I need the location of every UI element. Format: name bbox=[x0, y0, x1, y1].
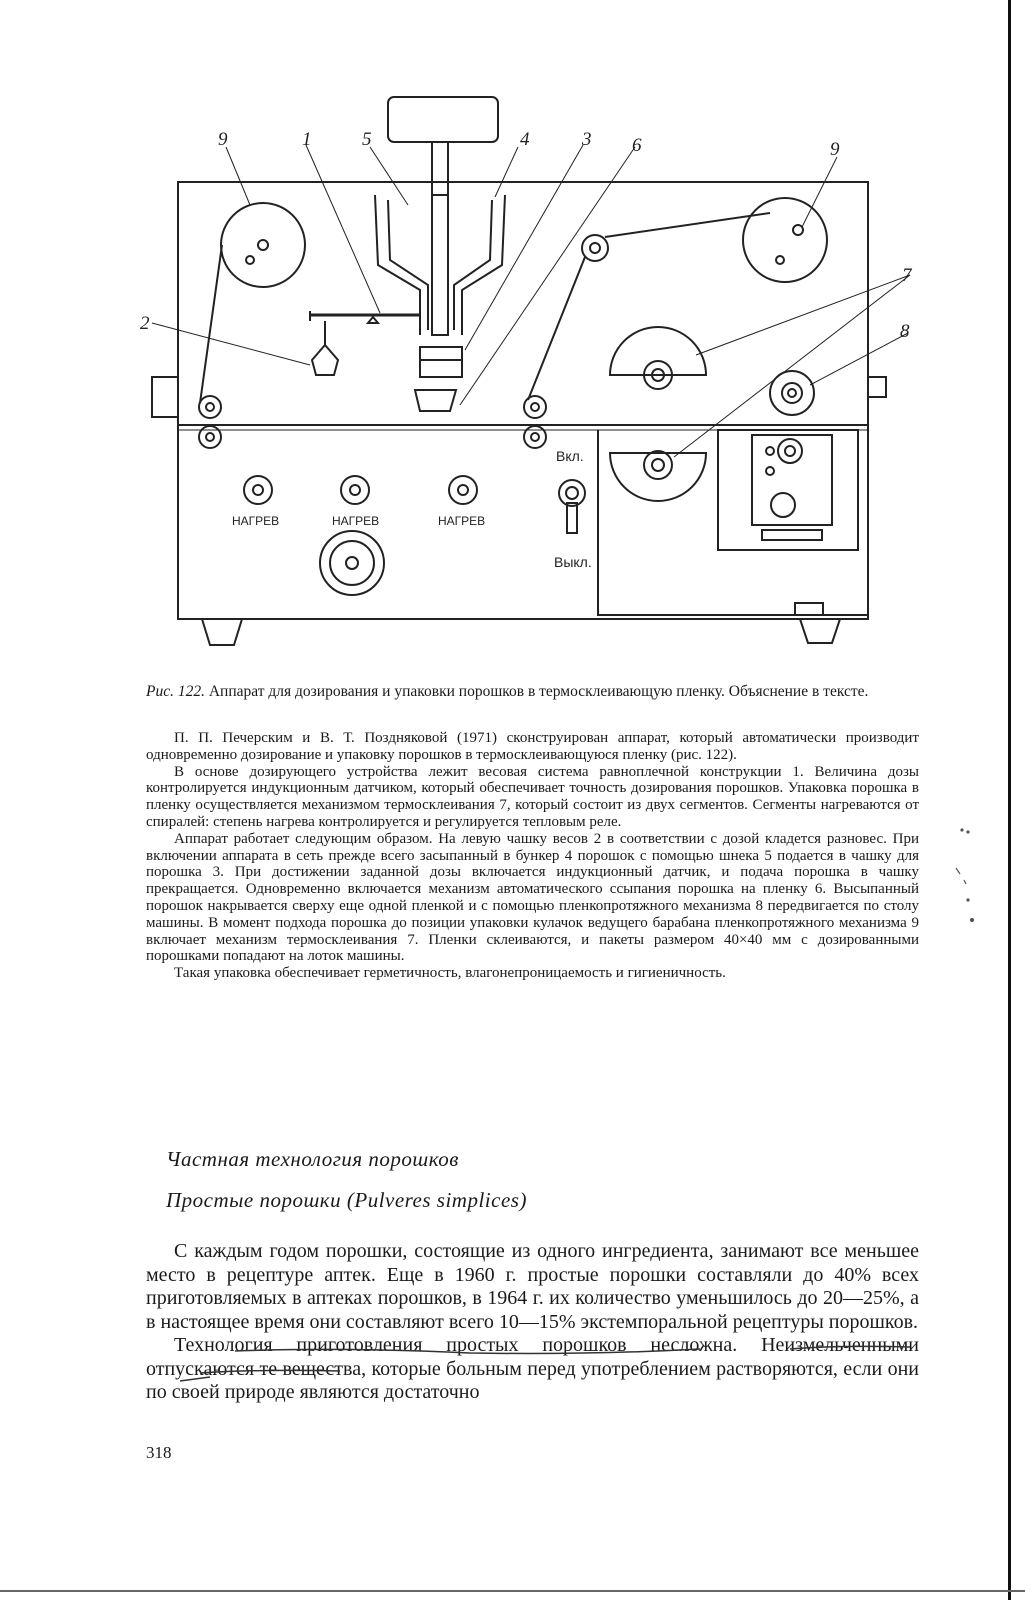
upper-roller bbox=[582, 235, 608, 261]
paragraph: П. П. Печерским и В. Т. Поздняковой (1971) сконструирован аппарат, который автоматически производит одновременно дозирование и упаковку порошков в термосклеивающуюся пленку (рис. 122). bbox=[146, 730, 919, 763]
subsection-heading: Простые порошки (Pulveres simplices) bbox=[166, 1188, 527, 1212]
label-9-right: 9 bbox=[830, 139, 840, 160]
label-6: 6 bbox=[632, 135, 642, 156]
label-switch-off: Выкл. bbox=[554, 554, 592, 570]
right-foot bbox=[800, 619, 840, 643]
paragraph: Аппарат работает следующим образом. На левую чашку весов 2 в соответствии с дозой кладется разновес. При включении аппарата в сеть прежде всего засыпанный в бункер 4 порошок с помощью шнека 5 подается в чашку для порошка 3. При достижении заданной дозы включается индукционный датчик, и подача порошка в чашку прекращается. Одновременно включается механизм автоматического ссыпания порошка на пленку 6. Высыпанный порошок накрывается сверху еще одной пленкой и с помощью пленкопротяжного механизма 8 передвигается по столу машины. В момент подхода порошка до позиции упаковки кулачок ведущего барабана пленкопротяжного механизма 9 включает механизм термосклеивания 7. Пленки склеиваются, и пакеты размером 40×40 мм с дозированными порошками попадают на лоток машины. bbox=[146, 830, 919, 965]
label-heat-2: НАГРЕВ bbox=[332, 514, 380, 528]
left-foot bbox=[202, 619, 242, 645]
caption-text: Аппарат для дозирования и упаковки порошков в термосклеивающую пленку. Объяснение в тексте. bbox=[204, 683, 869, 700]
mechanism-box bbox=[718, 430, 858, 550]
left-handle bbox=[152, 377, 178, 417]
pencil-underlines bbox=[140, 1325, 930, 1385]
top-knob bbox=[388, 97, 498, 142]
sealing-segment-upper bbox=[610, 327, 706, 375]
description-text bbox=[146, 730, 919, 982]
paragraph: Такая упаковка обеспечивает герметичность, влагонепроницаемость и гигиеничность. bbox=[174, 965, 726, 982]
left-reel bbox=[221, 203, 305, 287]
sealing-segment-lower bbox=[610, 453, 706, 501]
right-reel bbox=[743, 198, 827, 282]
label-8: 8 bbox=[900, 321, 910, 342]
label-heat-3: НАГРЕВ bbox=[438, 514, 486, 528]
label-switch-on: Вкл. bbox=[556, 448, 584, 464]
heater-knob-1 bbox=[244, 476, 272, 504]
page-number: 318 bbox=[146, 1443, 172, 1462]
label-1: 1 bbox=[302, 129, 312, 150]
paragraph: В основе дозирующего устройства лежит весовая система равноплечной конструкции 1. Величина дозы контролируется индукционным датчиком, который обеспечивает точность дозирования порошков. Упаковка порошка в пленку осуществляется механизмом термосклеивания 7, который состоит из двух сегментов. Сегменты нагреваются от спиралей: степень нагрева контролируется и регулируется тепловым реле. bbox=[146, 763, 919, 830]
label-heat-1: НАГРЕВ bbox=[232, 514, 280, 528]
heater-knob-3 bbox=[449, 476, 477, 504]
paragraph: Технология приготовления простых порошков несложна. Неизмельченными отпускаются те вещества, которые больным перед употреблением растворяются, если они по своей природе являются достаточно bbox=[146, 1334, 919, 1403]
heater-knob-2 bbox=[341, 476, 369, 504]
label-3: 3 bbox=[582, 129, 592, 150]
label-5: 5 bbox=[362, 129, 372, 150]
figure-caption bbox=[146, 682, 919, 701]
section-heading: Частная технология порошков bbox=[166, 1147, 459, 1171]
lower-cup bbox=[415, 390, 456, 411]
cabinet-outline bbox=[178, 182, 868, 619]
label-9-left: 9 bbox=[218, 129, 228, 150]
weight-pan bbox=[312, 345, 338, 375]
powder-cup bbox=[420, 347, 462, 377]
label-4: 4 bbox=[520, 129, 530, 150]
label-2: 2 bbox=[140, 313, 150, 334]
label-7: 7 bbox=[902, 265, 912, 286]
right-handle bbox=[868, 377, 886, 397]
margin-marks bbox=[950, 820, 990, 940]
screw-shaft bbox=[432, 195, 448, 335]
lower-compartment bbox=[598, 430, 868, 615]
caption-label: Рис. 122. bbox=[146, 683, 205, 700]
apparatus-drawing bbox=[130, 85, 910, 670]
roller-left-top bbox=[199, 396, 221, 418]
page-edge bbox=[1008, 0, 1011, 1600]
paragraph: С каждым годом порошки, состоящие из одного ингредиента, занимают все меньшее место в рецептуре аптек. Еще в 1960 г. простые порошки составляли до 40% всех приготовляемых в аптеках порошков, в 1964 г. их количество уменьшилось до 20—25%, а в настоящее время они составляют всего 10—15% экстемпоральной рецептуры порошков. bbox=[146, 1240, 919, 1333]
bottom-rule bbox=[0, 1590, 1025, 1592]
